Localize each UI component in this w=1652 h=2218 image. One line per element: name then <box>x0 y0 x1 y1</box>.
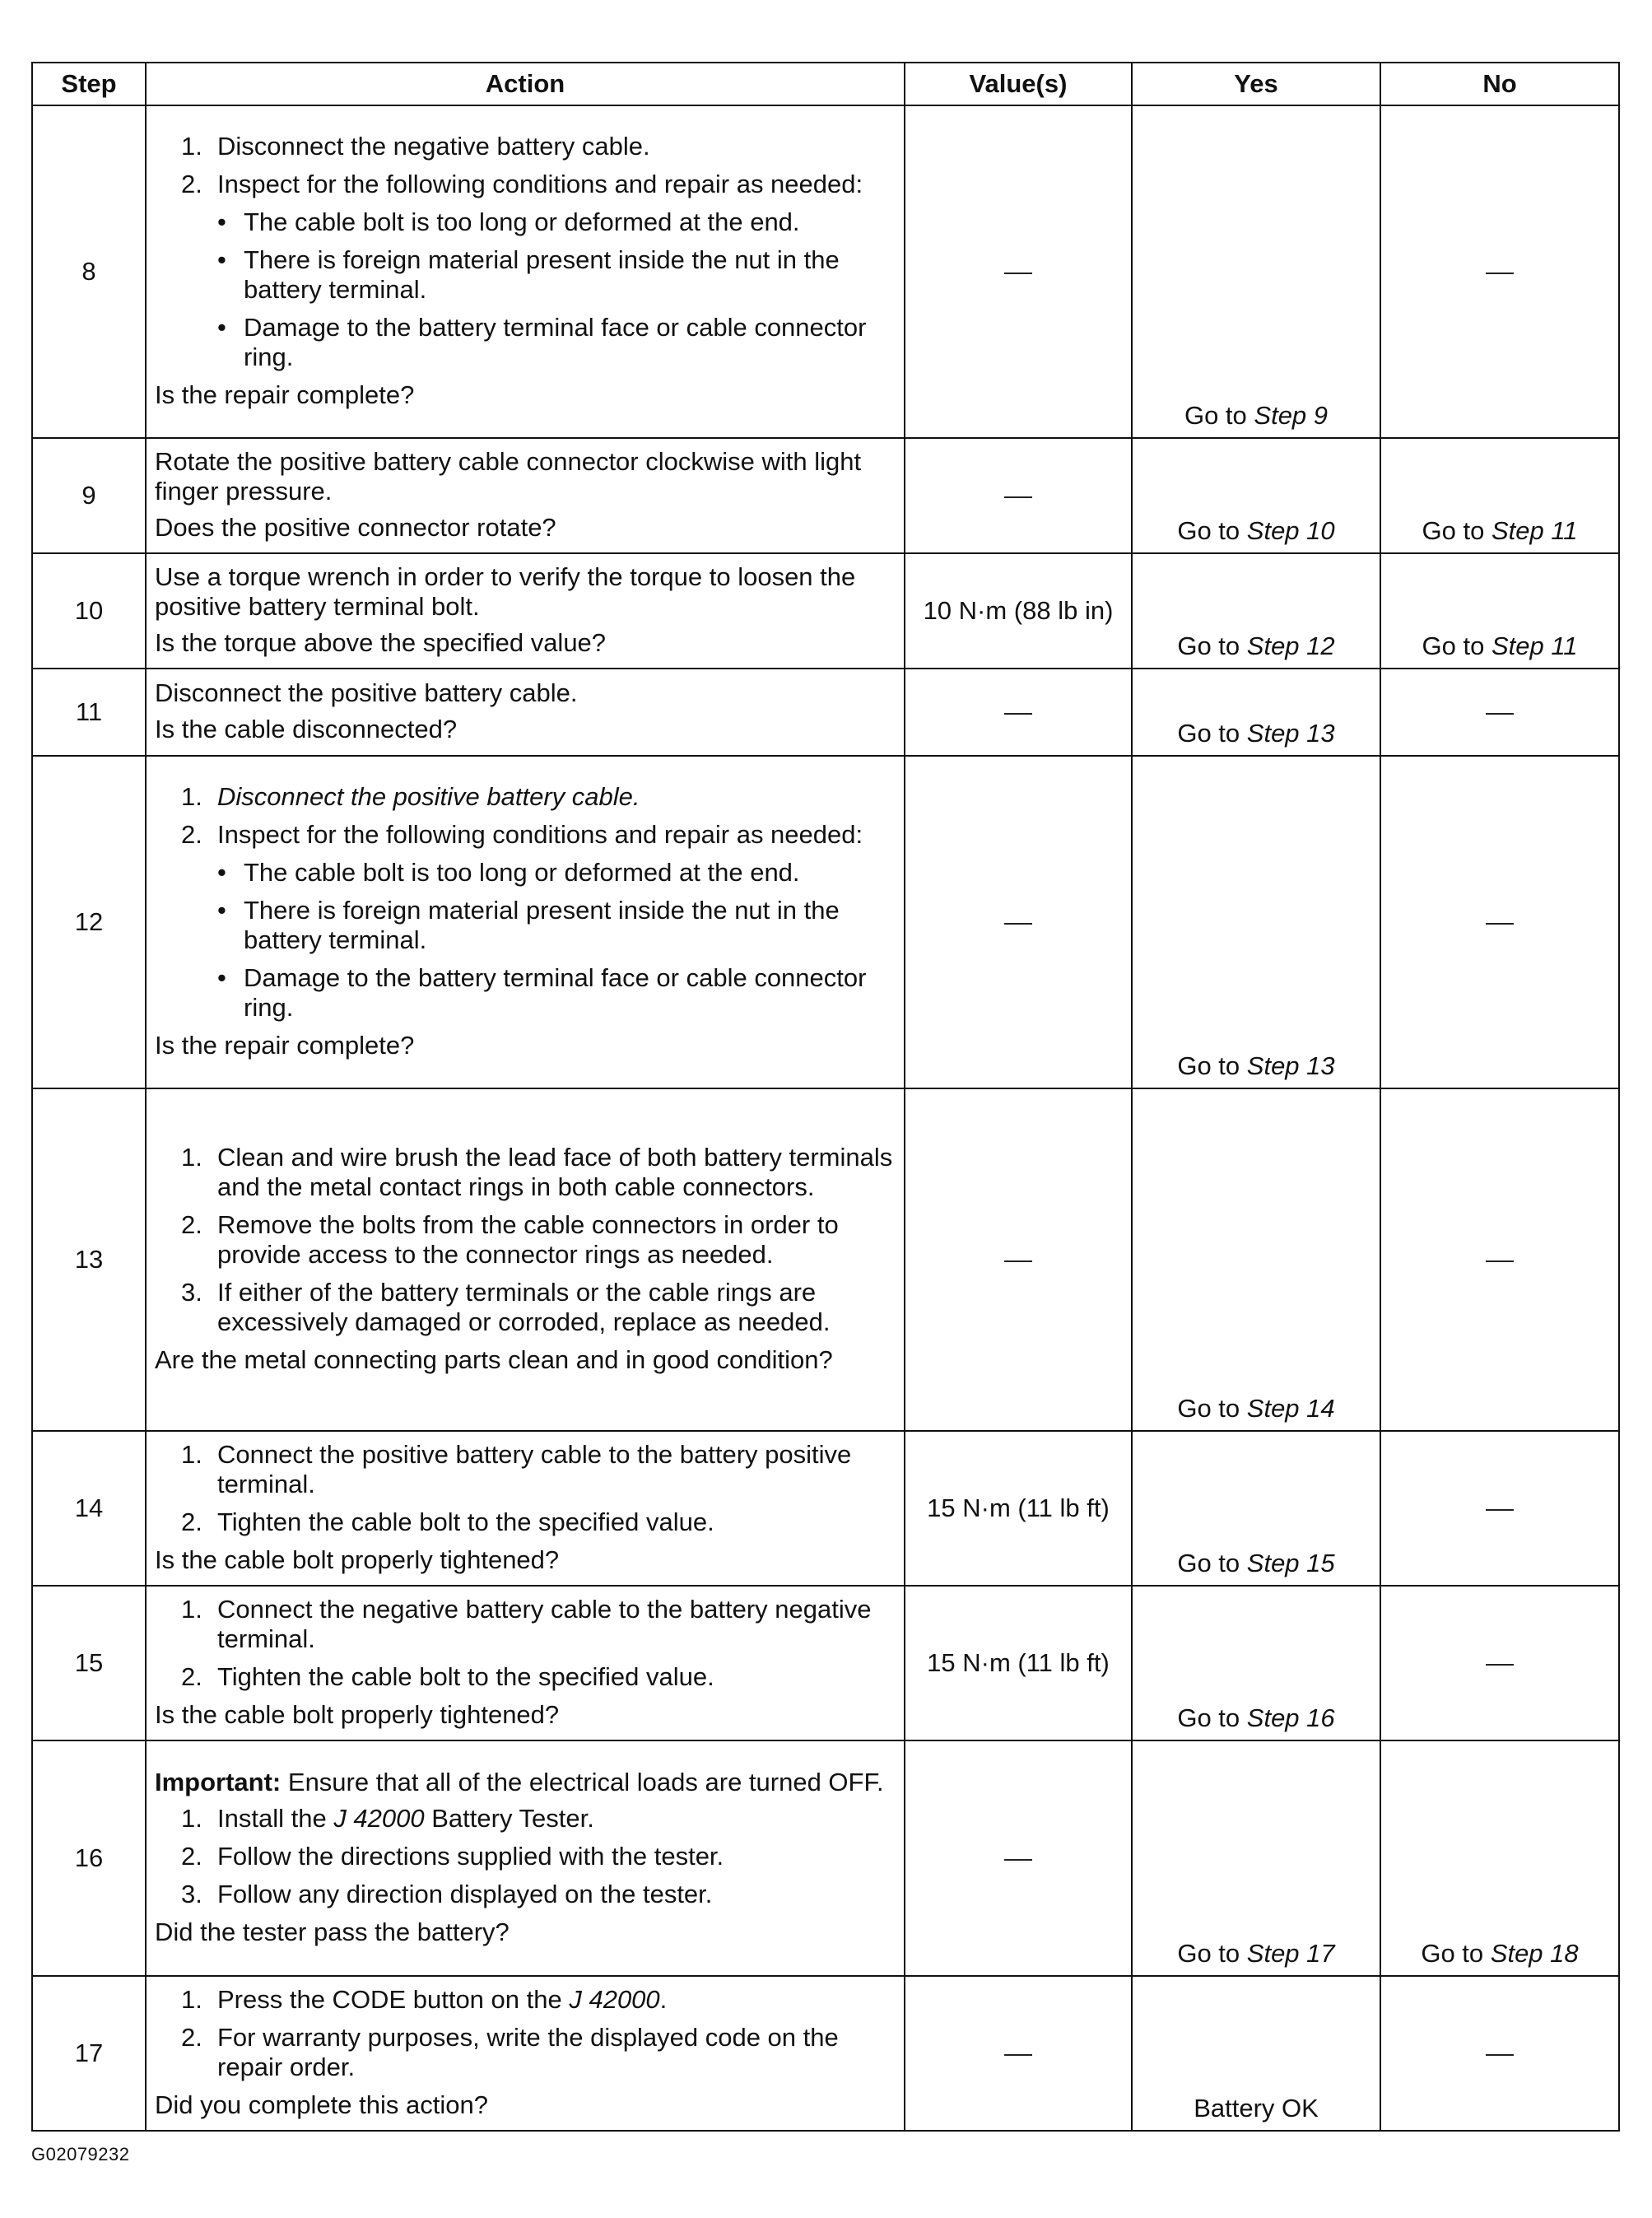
yes-cell <box>1132 553 1380 669</box>
action-text: Rotate the positive battery cable connector clockwise with light finger pressure. <box>155 447 862 506</box>
yes-cell <box>1132 1088 1380 1431</box>
yes-goto: Go to Step 13 <box>1177 719 1335 748</box>
action-step-item: 1. Disconnect the positive battery cable. <box>181 782 640 811</box>
action-step-item: 2. Tighten the cable bolt to the specified value. <box>181 1507 714 1536</box>
value-cell <box>905 669 1132 756</box>
no-cell <box>1380 1088 1619 1431</box>
figure-code: G02079232 <box>31 2144 130 2164</box>
action-question: Are the metal connecting parts clean and in good condition? <box>155 1345 833 1374</box>
action-question: Did the tester pass the battery? <box>155 1917 510 1946</box>
action-text: Disconnect the positive battery cable. <box>155 678 578 707</box>
action-step-item: 2. For warranty purposes, write the displayed code on the repair order. <box>181 2023 839 2081</box>
action-cell <box>146 1976 905 2131</box>
header-no: No <box>1380 63 1619 105</box>
step-number: 8 <box>32 105 146 438</box>
yes-goto: Go to Step 10 <box>1177 516 1335 545</box>
action-cell <box>146 438 905 553</box>
table-row <box>32 105 1619 438</box>
dash-mark <box>1004 1859 1032 1861</box>
step-number: 13 <box>32 1088 146 1431</box>
no-cell <box>1380 756 1619 1088</box>
table-row <box>32 1976 1619 2131</box>
yes-cell <box>1132 1976 1380 2131</box>
table-row <box>32 438 1619 553</box>
condition-bullet: • Damage to the battery terminal face or cable connector ring. <box>217 963 867 1022</box>
action-question: Did you complete this action? <box>155 2090 488 2119</box>
step-number: 15 <box>32 1586 146 1740</box>
action-step-item: 2. Inspect for the following conditions and repair as needed: <box>181 820 863 849</box>
action-step-item: 3. If either of the battery terminals or the cable rings are excessively damaged or corroded, replace as needed. <box>181 1278 831 1336</box>
no-goto: Go to Step 11 <box>1422 631 1578 660</box>
dash-mark <box>1004 2054 1032 2056</box>
no-cell <box>1380 1740 1619 1976</box>
table-row <box>32 1740 1619 1976</box>
value-cell <box>905 1088 1132 1431</box>
table-row <box>32 1586 1619 1740</box>
action-step-item: 3. Follow any direction displayed on the tester. <box>181 1880 713 1908</box>
dash-mark <box>1486 923 1514 925</box>
action-question: Is the torque above the specified value? <box>155 628 607 657</box>
action-question: Is the cable bolt properly tightened? <box>155 1700 560 1729</box>
dash-mark <box>1004 923 1032 925</box>
table-row <box>32 1088 1619 1431</box>
action-cell <box>146 1431 905 1586</box>
dash-mark <box>1486 713 1514 715</box>
dash-mark <box>1004 273 1032 274</box>
table-row <box>32 553 1619 669</box>
step-number: 12 <box>32 756 146 1088</box>
no-goto: Go to Step 18 <box>1421 1939 1579 1968</box>
no-cell <box>1380 553 1619 669</box>
dash-mark <box>1486 1509 1514 1511</box>
action-step-item: 1. Disconnect the negative battery cable. <box>181 132 650 161</box>
torque-value: 10 N·m (88 lb in) <box>905 553 1132 669</box>
step-number: 14 <box>32 1431 146 1586</box>
action-step-item: 2. Tighten the cable bolt to the specified value. <box>181 1662 714 1691</box>
yes-result: Battery OK <box>1194 2094 1319 2122</box>
no-cell <box>1380 438 1619 553</box>
action-cell <box>146 1586 905 1740</box>
torque-value: 15 N·m (11 lb ft) <box>905 1586 1132 1740</box>
no-cell <box>1380 105 1619 438</box>
step-number: 16 <box>32 1740 146 1976</box>
value-cell <box>905 1740 1132 1976</box>
no-cell <box>1380 1586 1619 1740</box>
yes-cell <box>1132 105 1380 438</box>
yes-goto: Go to Step 12 <box>1177 631 1335 660</box>
dash-mark <box>1004 496 1032 498</box>
action-cell <box>146 669 905 756</box>
no-cell <box>1380 669 1619 756</box>
condition-bullet: • There is foreign material present inside the nut in the battery terminal. <box>217 896 840 954</box>
header-step: Step <box>32 63 146 105</box>
action-cell <box>146 553 905 669</box>
action-step-item: 2. Follow the directions supplied with the tester. <box>181 1842 724 1871</box>
no-cell <box>1380 1431 1619 1586</box>
dash-mark <box>1486 1260 1514 1262</box>
action-question: Is the cable bolt properly tightened? <box>155 1545 560 1574</box>
action-question: Is the cable disconnected? <box>155 715 458 743</box>
header-action: Action <box>146 63 905 105</box>
table-row <box>32 669 1619 756</box>
condition-bullet: • There is foreign material present inside the nut in the battery terminal. <box>217 245 840 304</box>
action-question: Does the positive connector rotate? <box>155 513 556 542</box>
step-number: 11 <box>32 669 146 756</box>
yes-cell <box>1132 1431 1380 1586</box>
header-values: Value(s) <box>905 63 1132 105</box>
table-row <box>32 756 1619 1088</box>
dash-mark <box>1004 1260 1032 1262</box>
action-cell <box>146 1740 905 1976</box>
action-step-item: 1. Press the CODE button on the J 42000. <box>181 1985 668 2014</box>
table-header-row <box>32 63 1619 105</box>
action-question: Is the repair complete? <box>155 1031 415 1060</box>
yes-cell <box>1132 669 1380 756</box>
value-cell <box>905 438 1132 553</box>
important-note: Important: Ensure that all of the electrical loads are turned OFF. <box>155 1768 884 1796</box>
value-cell <box>905 105 1132 438</box>
action-step-item: 2. Inspect for the following conditions and repair as needed: <box>181 170 863 198</box>
header-yes: Yes <box>1132 63 1380 105</box>
action-step-item: 1. Install the J 42000 Battery Tester. <box>181 1804 594 1833</box>
action-cell <box>146 756 905 1088</box>
condition-bullet: • Damage to the battery terminal face or cable connector ring. <box>217 313 867 371</box>
action-step-item: 1. Connect the negative battery cable to the battery negative terminal. <box>181 1595 872 1653</box>
value-cell <box>905 1976 1132 2131</box>
yes-goto: Go to Step 9 <box>1184 401 1329 430</box>
yes-goto: Go to Step 14 <box>1177 1394 1335 1423</box>
dash-mark <box>1486 273 1514 274</box>
dash-mark <box>1486 1664 1514 1666</box>
dash-mark <box>1004 713 1032 715</box>
condition-bullet: • The cable bolt is too long or deformed at the end. <box>217 207 800 236</box>
yes-cell <box>1132 756 1380 1088</box>
torque-value: 15 N·m (11 lb ft) <box>905 1431 1132 1586</box>
table-row <box>32 1431 1619 1586</box>
action-question: Is the repair complete? <box>155 380 415 409</box>
yes-goto: Go to Step 15 <box>1177 1549 1335 1577</box>
action-step-item: 1. Clean and wire brush the lead face of both battery terminals and the metal contact rings in both cable connectors. <box>181 1143 893 1201</box>
no-goto: Go to Step 11 <box>1422 516 1578 545</box>
step-number: 17 <box>32 1976 146 2131</box>
dash-mark <box>1486 2054 1514 2056</box>
condition-bullet: • The cable bolt is too long or deformed at the end. <box>217 858 800 887</box>
yes-goto: Go to Step 13 <box>1177 1051 1335 1080</box>
yes-goto: Go to Step 16 <box>1177 1703 1335 1732</box>
yes-cell <box>1132 1740 1380 1976</box>
action-text: Use a torque wrench in order to verify the torque to loosen the positive battery terminal bolt. <box>155 562 856 621</box>
value-cell <box>905 756 1132 1088</box>
no-cell <box>1380 1976 1619 2131</box>
step-number: 9 <box>32 438 146 553</box>
step-number: 10 <box>32 553 146 669</box>
yes-cell <box>1132 438 1380 553</box>
action-step-item: 1. Connect the positive battery cable to the battery positive terminal. <box>181 1440 852 1498</box>
action-step-item: 2. Remove the bolts from the cable connectors in order to provide access to the connector rings as needed. <box>181 1210 839 1269</box>
yes-goto: Go to Step 17 <box>1177 1939 1335 1968</box>
action-cell <box>146 1088 905 1431</box>
yes-cell <box>1132 1586 1380 1740</box>
action-cell <box>146 105 905 438</box>
diagnostic-table <box>31 62 1620 2132</box>
